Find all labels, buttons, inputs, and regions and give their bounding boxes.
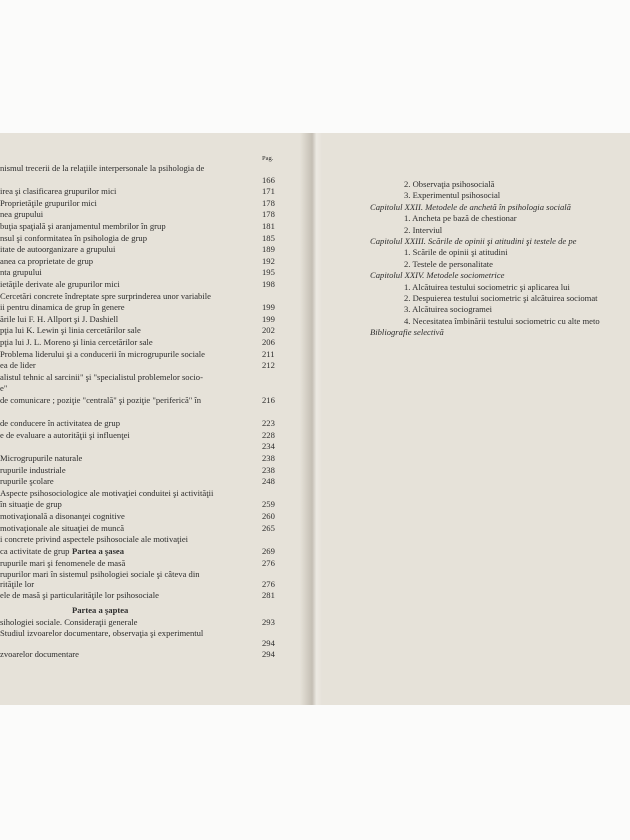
toc-page-number: 234: [262, 441, 275, 452]
toc-entry-text: rupurile mari şi fenomenele de masă: [0, 558, 126, 568]
toc-entry-text: Cercetări concrete îndreptate spre surprinderea unor variabile: [0, 290, 211, 301]
toc-entry-text: motivaţionale ale situaţiei de muncă: [0, 522, 125, 533]
toc-line: [0, 372, 203, 382]
toc-line: 2. Observaţia psihosocială: [404, 179, 495, 189]
toc-line: [0, 348, 275, 359]
toc-line: [0, 511, 275, 521]
page-column-label: Pag.: [262, 155, 274, 162]
toc-entry-text: Proprietăţile grupurilor mici: [0, 197, 97, 208]
toc-entry-text: nta grupului: [0, 267, 42, 278]
toc-page-number: 195: [262, 267, 275, 278]
toc-line: [0, 337, 275, 347]
toc-page-number: 199: [262, 313, 275, 324]
toc-line: [0, 617, 275, 627]
toc-page-number: 238: [262, 464, 275, 475]
toc-page-number: 192: [262, 255, 275, 266]
toc-line: [0, 267, 275, 278]
toc-line: [0, 499, 275, 510]
toc-entry-text: de comunicare ; poziţie "centrală" şi poziţie "periferică" în: [0, 395, 202, 405]
background-surface: [0, 705, 630, 840]
toc-entry-text: e de evaluare a autorităţii şi influenţei: [0, 429, 130, 440]
toc-line: [0, 302, 275, 313]
toc-line: Capitolul XXIV. Metodele sociometrice: [370, 270, 505, 281]
toc-page-number: 185: [262, 232, 275, 243]
toc-page-number: 223: [262, 418, 275, 429]
toc-entry-text: ele de masă şi particularităţile lor psihosociale: [0, 589, 159, 600]
toc-line: [0, 579, 275, 589]
toc-page-number: 276: [262, 579, 275, 589]
toc-page-number: 269: [262, 545, 275, 556]
part7-title: Partea a şaptea: [72, 605, 129, 615]
toc-page-number: 216: [262, 395, 275, 405]
toc-entry-text: i concrete privind aspectele psihosociale ale motivaţiei: [0, 534, 189, 545]
toc-entry-text: sihologiei sociale. Consideraţii generale: [0, 617, 138, 627]
toc-line: [0, 255, 275, 266]
toc-page-number: 178: [262, 209, 275, 220]
toc-line: [0, 244, 275, 255]
toc-line: [0, 163, 204, 173]
toc-entry-text: rităţile lor: [0, 579, 35, 589]
toc-line: [0, 395, 275, 405]
toc-line: [0, 325, 275, 336]
toc-line: [0, 464, 275, 475]
toc-page-number: 189: [262, 244, 275, 255]
toc-page-number: 181: [262, 221, 275, 231]
toc-page-number: 202: [262, 325, 275, 336]
toc-line: [0, 383, 7, 393]
toc-line: [0, 197, 275, 208]
toc-line: [0, 569, 200, 579]
toc-page-number: 294: [262, 638, 275, 648]
toc-line: 2. Testele de personalitate: [404, 258, 493, 269]
toc-line: [0, 476, 275, 487]
toc-line: [0, 558, 275, 568]
toc-page-number: 178: [262, 197, 275, 208]
toc-line: [0, 209, 275, 220]
toc-line: [0, 453, 275, 463]
toc-page-number: 260: [262, 511, 275, 521]
toc-entry-text: nsul şi conformitatea în psihologia de grup: [0, 232, 148, 243]
toc-entry-text: alistul tehnic al sarcinii" şi "specialistul problemelor socio-: [0, 371, 203, 382]
toc-page-number: 166: [262, 174, 275, 185]
toc-entry-text: rupurile industriale: [0, 464, 66, 475]
toc-page-number: 212: [262, 360, 275, 371]
toc-line: [0, 221, 275, 231]
toc-line: [0, 522, 275, 533]
toc-page-number: 199: [262, 302, 275, 313]
toc-line: [0, 279, 275, 289]
toc-line: 2. Interviul: [404, 224, 443, 235]
toc-line: Bibliografie selectivă: [370, 327, 444, 338]
toc-page-number: 265: [262, 522, 275, 533]
toc-entry-text: zvoarelor documentare: [0, 648, 79, 659]
toc-line: [0, 313, 275, 324]
toc-page-number: 211: [262, 348, 275, 359]
toc-page-number: 198: [262, 279, 275, 289]
toc-entry-text: ietăţile derivate ale grupurilor mici: [0, 279, 120, 289]
toc-entry-text: rupurile şcolare: [0, 476, 54, 487]
book-gutter: [300, 133, 322, 705]
toc-line: 4. Necesitatea îmbinării testului sociometric cu alte meto: [404, 315, 600, 326]
toc-entry-text: în situaţie de grup: [0, 499, 62, 510]
toc-line: 1. Ancheta pe bază de chestionar: [404, 213, 517, 224]
toc-entry-text: nismul trecerii de la relaţiile interpersonale la psihologia de: [0, 163, 205, 173]
toc-entry-text: ea de lider: [0, 360, 36, 371]
toc-line: [0, 628, 203, 638]
toc-line: [0, 360, 275, 371]
toc-entry-text: pţia lui K. Lewin şi linia cercetărilor sale: [0, 325, 141, 336]
toc-line: [0, 429, 275, 440]
toc-line: 1. Alcătuirea testului sociometric şi aplicarea lui: [404, 281, 570, 292]
toc-line: [0, 418, 275, 429]
toc-line: 1. Scările de opinii şi atitudini: [404, 247, 508, 258]
toc-line: [0, 291, 211, 301]
toc-page-number: 281: [262, 589, 275, 600]
right-page: [322, 133, 630, 705]
toc-entry-text: Aspecte psihosociologice ale motivaţiei conduitei şi activităţii: [0, 487, 214, 498]
toc-entry-text: rupurilor mari în sistemul psihologiei sociale şi câteva din: [0, 568, 200, 579]
toc-line: Capitolul XXII. Metodele de anchetă în psihologia socială: [370, 201, 571, 212]
toc-line: [0, 648, 275, 659]
toc-page-number: 228: [262, 429, 275, 440]
toc-entry-text: irea şi clasificarea grupurilor mici: [0, 186, 117, 197]
toc-line: [0, 488, 213, 498]
toc-line: 3. Experimentul psihosocial: [404, 190, 501, 201]
toc-entry-text: pţia lui J. L. Moreno şi linia cercetărilor sale: [0, 337, 153, 347]
toc-page-number: 238: [262, 453, 275, 463]
part6-title: Partea a şasea: [72, 546, 125, 556]
toc-entry-text: ii pentru dinamica de grup în genere: [0, 302, 125, 313]
toc-entry-text: anea ca proprietate de grup: [0, 255, 94, 266]
toc-entry-text: motivaţională a disonanţei cognitive: [0, 511, 125, 521]
toc-line: [0, 186, 275, 197]
left-page: [0, 133, 300, 705]
toc-entry-text: Problema liderului şi a conducerii în microgrupurile sociale: [0, 348, 205, 359]
toc-line: Capitolul XXIII. Scările de opinii şi atitudini şi testele de pe: [370, 236, 577, 246]
toc-entry-text: Microgrupurile naturale: [0, 453, 83, 463]
toc-line: 2. Despuierea testului sociometric şi alcătuirea sociomat: [404, 293, 598, 303]
toc-page-number: 276: [262, 558, 275, 568]
toc-entry-text: ca activitate de grup: [0, 545, 70, 556]
toc-page-number: 248: [262, 476, 275, 487]
toc-page-number: 294: [262, 648, 275, 659]
toc-entry-text: de conducere în activitatea de grup: [0, 418, 121, 429]
toc-entry-text: itate de autoorganizare a grupului: [0, 244, 116, 255]
toc-page-number: 171: [262, 186, 275, 197]
toc-entry-text: e": [0, 383, 8, 394]
toc-page-number: 293: [262, 617, 275, 627]
toc-entry-text: Studiul izvoarelor documentare, observaţia şi experimentul: [0, 627, 204, 638]
toc-entry-text: buţia spaţială şi aranjamentul membrilor în grup: [0, 221, 166, 231]
toc-page-number: 206: [262, 337, 275, 347]
toc-line: [0, 534, 188, 544]
book-spread: [0, 133, 630, 705]
toc-line: 3. Alcătuirea sociogramei: [404, 304, 493, 315]
toc-line: [0, 589, 275, 600]
toc-entry-text: nea grupului: [0, 209, 44, 220]
toc-page-number: 259: [262, 499, 275, 510]
toc-entry-text: ările lui F. H. Allport şi J. Dashiell: [0, 313, 119, 324]
toc-line: [0, 232, 275, 243]
